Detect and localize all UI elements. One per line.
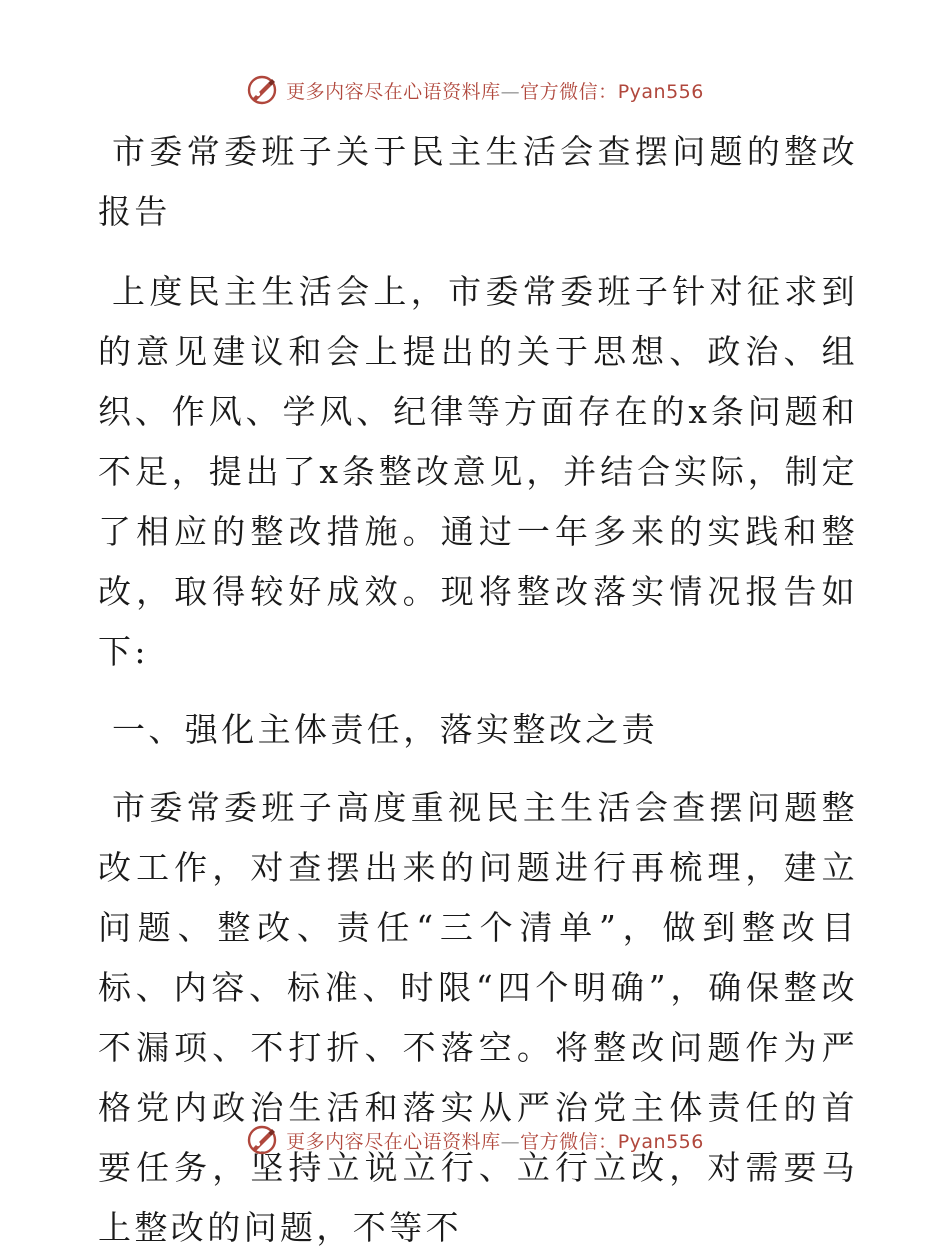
footer-watermark: [0, 1120, 950, 1160]
watermark-site-text: 更多内容尽在心语资料库: [286, 1130, 501, 1153]
header-watermark: [0, 70, 950, 110]
paragraph-intro: 上度民主生活会上，市委常委班子针对征求到的意见建议和会上提出的关于思想、政治、组织、作风、学风、纪律等方面存在的x条问题和不足，提出了x条整改意见，并结合实际，制定了相应的整改措施。通过一年多来的实践和整改，取得较好成效。现将整改落实情况报告如下:: [98, 272, 858, 671]
watermark-dash: —: [500, 80, 521, 103]
watermark-official-text: 官方微信：: [520, 1130, 618, 1153]
watermark-wechat-id: Pyan556: [617, 80, 704, 103]
paragraph-section-1: 市委常委班子高度重视民主生活会查摆问题整改工作，对查摆出来的问题进行再梳理，建立问题、整改、责任“三个清单”，做到整改目标、内容、标准、时限“四个明确”，确保整改不漏项、不打折、不落空。将整改问题作为严格党内政治生活和落实从严治党主体责任的首要任务，坚持立说立行、立行立改，对需要马上整改的问题，不等不: [98, 788, 858, 1247]
watermark-wechat-id: Pyan556: [617, 1130, 704, 1153]
document-title: 市委常委班子关于民主生活会查摆问题的整改报告: [98, 132, 858, 231]
section-heading-1: 一、强化主体责任，落实整改之责: [112, 710, 658, 749]
document-body: [98, 122, 858, 1258]
pen-logo-icon: [246, 1124, 278, 1156]
pen-logo-icon: [246, 74, 278, 106]
watermark-site-text: 更多内容尽在心语资料库: [286, 80, 501, 103]
watermark-official-text: 官方微信：: [520, 80, 618, 103]
watermark-dash: —: [500, 1130, 521, 1153]
